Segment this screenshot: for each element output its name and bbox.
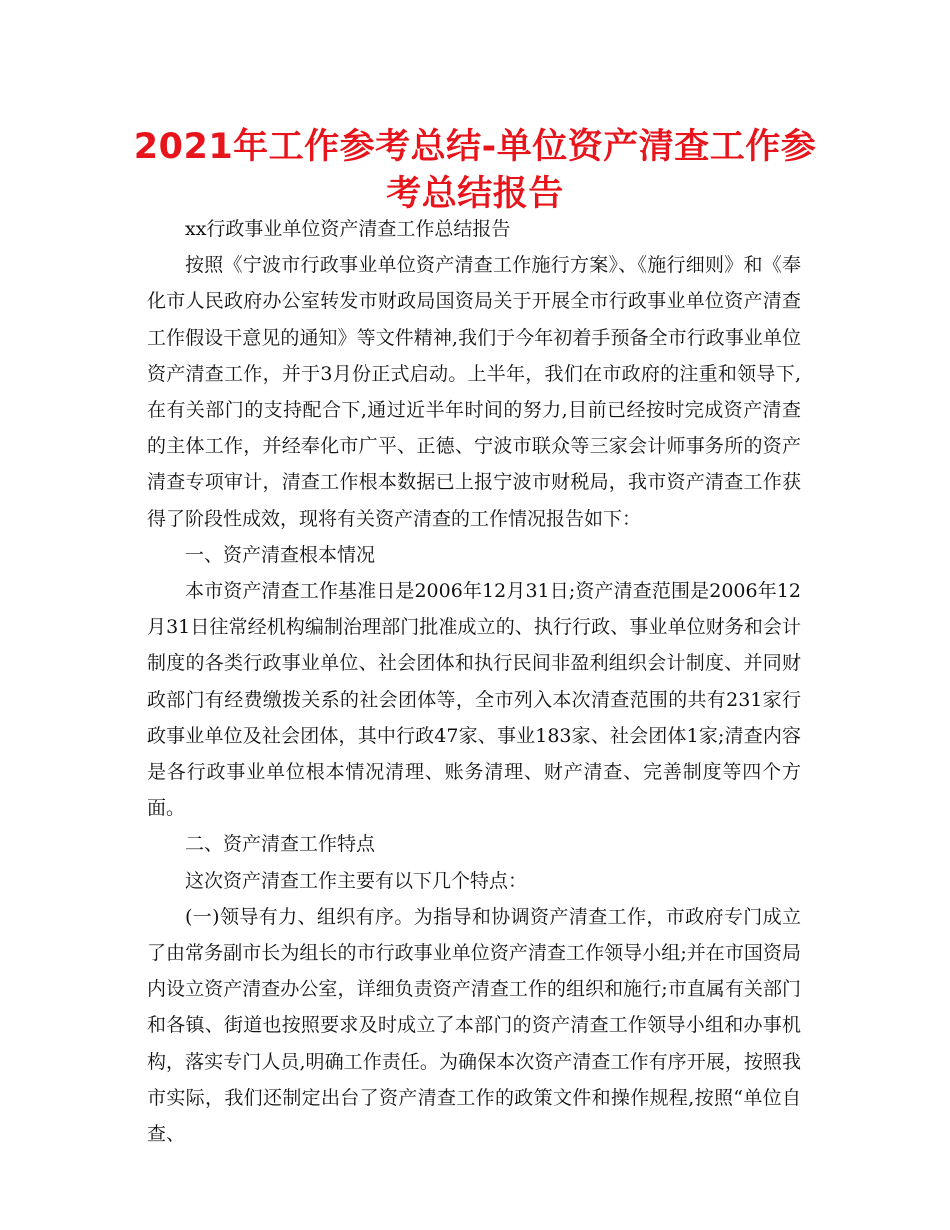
feature-one-paragraph: (一)领导有力、组织有序。为指导和协调资产清查工作，市政府专门成立了由常务副市长为组长的市行政事业单位资产清查工作领导小组;并在市国资局内设立资产清查办公室，详细负责资产清查工作的组织和施行;市直属有关部门和各镇、街道也按照要求及时成立了本部门的资产清查工作领导小组和办事机构，落实专门人员,明确工作责任。为确保本次资产清查工作有序开展，按照我市实际，我们还制定出台了资产清查工作的政策文件和操作规程,按照“单位自查、 xyxy=(147,905,801,1146)
intro-paragraph: 按照《宁波市行政事业单位资产清查工作施行方案》、《施行细则》和《奉化市人民政府办公室转发市财政局国资局关于开展全市行政事业单位资产清查工作假设干意见的通知》等文件精神,我们于今年初着手预备全市行政事业单位资产清查工作，并于3月份正式启动。上半年，我们在市政府的注重和领导下,在有关部门的支持配合下,通过近半年时间的努力,目前已经按时完成资产清查的主体工作，并经奉化市广平、正德、宁波市联众等三家会计师事务所的资产清查专项审计，清查工作根本数据已上报宁波市财税局，我市资产清查工作获得了阶段性成效，现将有关资产清查的工作情况报告如下： xyxy=(147,254,801,530)
features-intro-paragraph: 这次资产清查工作主要有以下几个特点： xyxy=(185,869,528,892)
basic-situation-paragraph: 本市资产清查工作基准日是2006年12月31日;资产清查范围是2006年12月31日往常经机构编制治理部门批准成立的、执行行政、事业单位财务和会计制度的各类行政事业单位、社会团体和执行民间非盈利组织会计制度、并同财政部门有经费缴拨关系的社会团体等，全市列入本次清查范围的共有231家行政事业单位及社会团体，其中行政47家、事业183家、社会团体1家;清查内容是各行政事业单位根本情况清理、账务清理、财产清查、完善制度等四个方面。 xyxy=(147,580,801,820)
document-title: 2021年工作参考总结-单位资产清查工作参考总结报告 xyxy=(133,127,817,214)
section-heading-basic-situation: 一、资产清查根本情况 xyxy=(185,543,376,566)
section-heading-work-features: 二、资产清查工作特点 xyxy=(185,833,376,856)
document-body xyxy=(147,211,801,1152)
report-subtitle: xx行政事业单位资产清查工作总结报告 xyxy=(185,218,511,240)
